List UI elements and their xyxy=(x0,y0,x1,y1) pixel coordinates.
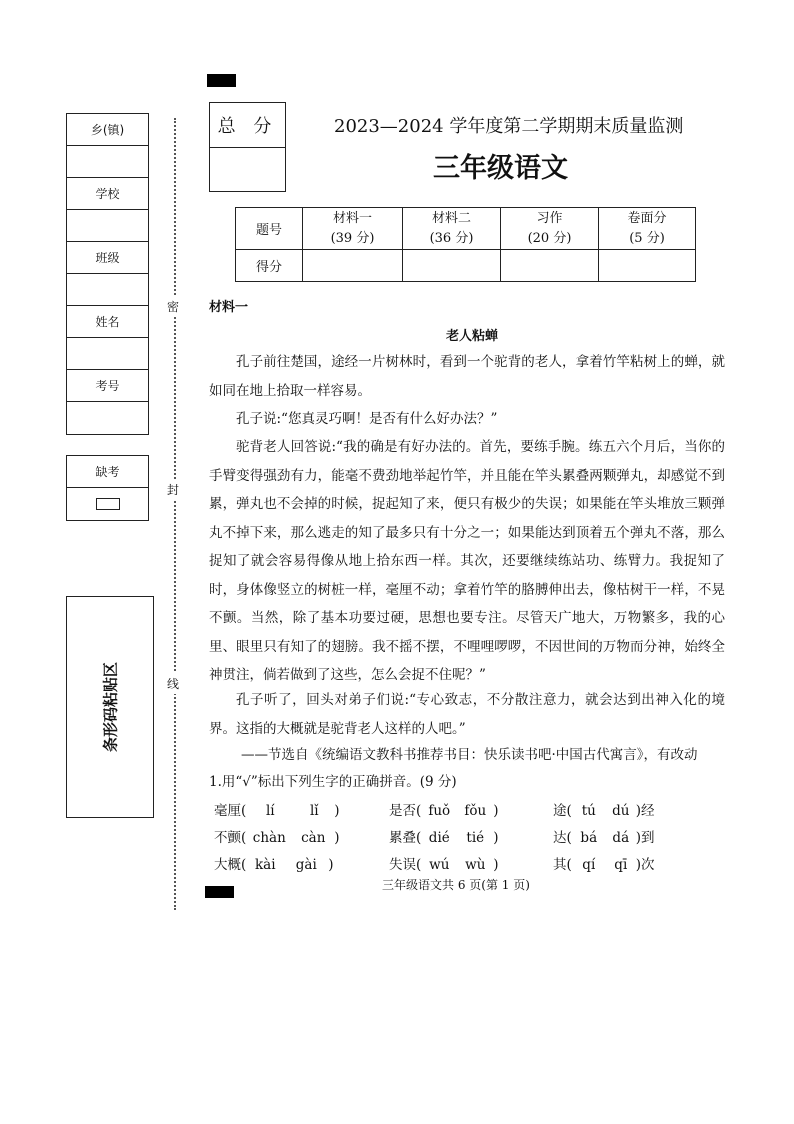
pinyin-option-a[interactable]: fuǒ xyxy=(428,803,451,819)
col-name: 材料一 xyxy=(332,210,372,226)
pinyin-item[interactable] xyxy=(214,826,340,846)
paragraph-4: 孔子听了，回头对弟子们说:“专心致志，不分散注意力，就会达到出神入化的境界。这指的大概就是驼背老人这样的人吧。” xyxy=(209,692,725,737)
col-points: (5 分) xyxy=(629,230,665,246)
binding-info-box xyxy=(66,113,149,435)
pinyin-word: 途( xyxy=(553,803,572,819)
pinyin-word: 累叠( xyxy=(389,830,422,846)
pinyin-item[interactable] xyxy=(553,853,655,873)
col-points: (39 分) xyxy=(330,230,375,246)
pinyin-word: 大概( xyxy=(214,857,247,873)
col-material-1 xyxy=(303,208,403,250)
score-field[interactable] xyxy=(303,250,403,282)
pinyin-option-b[interactable]: fǒu xyxy=(464,803,487,819)
passage-title: 老人粘蝉 xyxy=(445,329,498,344)
pinyin-tail: )次 xyxy=(635,857,655,873)
pinyin-option-b[interactable]: qī xyxy=(614,857,628,873)
score-field[interactable] xyxy=(501,250,599,282)
total-score-label: 总 分 xyxy=(210,103,285,148)
pinyin-tail: ) xyxy=(493,803,499,819)
exam-no-field[interactable] xyxy=(67,402,148,434)
subject-title: 三年级语文 xyxy=(433,153,568,184)
col-name: 卷面分 xyxy=(627,210,667,226)
total-score-box xyxy=(209,102,286,192)
paragraph-2: 孔子说:“您真灵巧啊！是否有什么好办法？” xyxy=(236,411,498,427)
pinyin-option-b[interactable]: lǐ xyxy=(309,803,319,819)
pinyin-tail: ) xyxy=(493,830,499,846)
pinyin-option-a[interactable]: wú xyxy=(429,857,450,873)
seal-mark-3: 线 xyxy=(167,673,179,694)
seal-mark-2: 封 xyxy=(167,479,179,500)
pinyin-option-b[interactable]: dú xyxy=(612,803,630,819)
col-material-2 xyxy=(403,208,501,250)
pinyin-option-a[interactable]: tú xyxy=(581,803,596,819)
section-label: 材料一 xyxy=(209,300,249,315)
pinyin-tail: ) xyxy=(334,803,340,819)
col-name: 材料二 xyxy=(431,210,471,226)
col-composition xyxy=(501,208,599,250)
pinyin-tail: ) xyxy=(334,830,340,846)
pinyin-word: 是否( xyxy=(389,803,422,819)
pinyin-item[interactable] xyxy=(214,799,340,819)
pinyin-option-a[interactable]: lí xyxy=(265,803,275,819)
school-field[interactable] xyxy=(67,210,148,242)
pinyin-option-a[interactable]: chàn xyxy=(252,830,286,846)
barcode-label: 条形码粘贴区 xyxy=(101,661,120,753)
exam-no-label: 考号 xyxy=(67,370,148,402)
row-head-score: 得分 xyxy=(236,250,303,282)
pinyin-word: 达( xyxy=(553,830,572,846)
pinyin-word: 失误( xyxy=(389,857,422,873)
pinyin-tail: )到 xyxy=(635,830,655,846)
township-field[interactable] xyxy=(67,146,148,178)
pinyin-option-b[interactable]: tié xyxy=(466,830,485,846)
registration-mark-top xyxy=(207,74,236,87)
source-note: ——节选自《统编语文教科书推荐书目：快乐读书吧·中国古代寓言》，有改动 xyxy=(241,747,698,763)
class-field[interactable] xyxy=(67,274,148,306)
col-neatness xyxy=(599,208,696,250)
pinyin-item[interactable] xyxy=(214,853,334,873)
pinyin-word: 其( xyxy=(553,857,572,873)
score-table xyxy=(235,207,696,282)
pinyin-word: 不颤( xyxy=(214,830,247,846)
seal-mark-1: 密 xyxy=(167,296,179,317)
row-head-question: 题号 xyxy=(236,208,303,250)
pinyin-item[interactable] xyxy=(389,826,499,846)
class-label: 班级 xyxy=(67,242,148,274)
absent-label: 缺考 xyxy=(67,456,148,488)
absent-box xyxy=(66,455,149,521)
exam-title: 2023—2024 学年度第二学期期末质量监测 xyxy=(334,116,684,137)
absent-checkbox-cell xyxy=(67,488,148,520)
pinyin-option-a[interactable]: kài xyxy=(255,857,276,873)
pinyin-option-a[interactable]: qí xyxy=(582,857,596,873)
pinyin-item[interactable] xyxy=(389,799,499,819)
col-points: (36 分) xyxy=(429,230,474,246)
score-field[interactable] xyxy=(403,250,501,282)
pinyin-item[interactable] xyxy=(553,826,655,846)
seal-line xyxy=(174,118,176,910)
name-label: 姓名 xyxy=(67,306,148,338)
school-label: 学校 xyxy=(67,178,148,210)
pinyin-option-a[interactable]: bá xyxy=(580,830,598,846)
paragraph-3: 驼背老人回答说:“我的确是有好办法的。首先，要练手腕。练五六个月后，当你的手臂变得强劲有力，能毫不费劲地举起竹竿，并且能在竿头累叠两颗弹丸，却感觉不到累，弹丸也不会掉的时候，捉起知了来，便只有极少的失误；如果能在竿头堆放三颗弹丸不掉下来，那么逃走的知了最多只有十分之一；如果能达到顶着五个弹丸不落，那么捉知了就会容易得像从地上拾东西一样。其次，还要继续练站功、练臂力。我捉知了时，身体像竖立的树桩一样，毫厘不动；拿着竹竿的胳膊伸出去，像枯树干一样，不晃不颤。当然，除了基本功要过硬，思想也要专注。尽管天广地大，万物繁多，我的心里、眼里只有知了的翅膀。我不摇不摆，不哩哩啰啰，不因世间的万物而分神，始终全神贯注，倘若做到了这些，怎么会捉不住呢？” xyxy=(209,439,725,683)
col-name: 习作 xyxy=(536,210,563,226)
paragraph-1: 孔子前往楚国，途经一片树林时，看到一个驼背的老人，拿着竹竿粘树上的蝉，就如同在地上拾取一样容易。 xyxy=(209,354,725,399)
pinyin-option-b[interactable]: gài xyxy=(295,857,317,873)
question-1: 1.用“√”标出下列生字的正确拼音。(9 分) xyxy=(209,774,457,790)
pinyin-option-b[interactable]: dá xyxy=(612,830,630,846)
registration-mark-bottom xyxy=(205,886,234,898)
pinyin-option-b[interactable]: wù xyxy=(465,857,486,873)
pinyin-word: 毫厘( xyxy=(214,803,247,819)
pinyin-item[interactable] xyxy=(553,799,655,819)
pinyin-tail: )经 xyxy=(635,803,655,819)
township-label: 乡(镇) xyxy=(67,114,148,146)
pinyin-item[interactable] xyxy=(389,853,499,873)
pinyin-tail: ) xyxy=(328,857,334,873)
col-points: (20 分) xyxy=(527,230,572,246)
pinyin-tail: ) xyxy=(493,857,499,873)
total-score-field[interactable] xyxy=(210,148,285,191)
absent-checkbox[interactable] xyxy=(96,498,120,510)
pinyin-option-b[interactable]: càn xyxy=(301,830,326,846)
barcode-area xyxy=(66,596,154,818)
score-field[interactable] xyxy=(599,250,696,282)
page-footer: 三年级语文共 6 页(第 1 页) xyxy=(382,878,530,892)
pinyin-option-a[interactable]: dié xyxy=(428,830,450,846)
